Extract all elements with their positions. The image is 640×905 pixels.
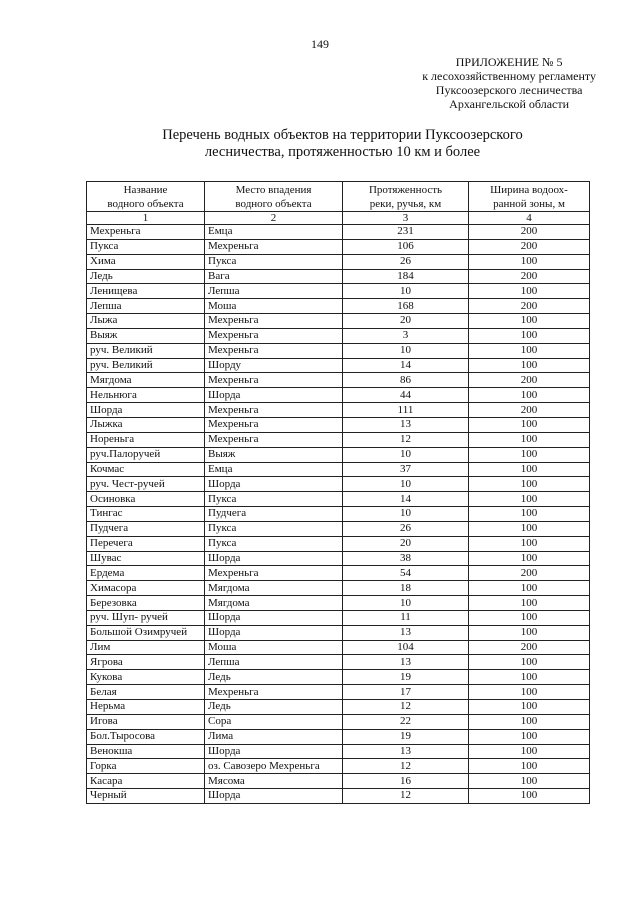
water-body-name: Шувас bbox=[87, 551, 205, 566]
appendix-region: Архангельской области bbox=[449, 97, 570, 111]
protection-zone-width: 100 bbox=[469, 551, 590, 566]
water-body-name: Белая bbox=[87, 685, 205, 700]
length-km: 16 bbox=[343, 774, 469, 789]
table-row bbox=[87, 610, 590, 625]
mouth-location: Мягдома bbox=[205, 596, 343, 611]
appendix-forestry: Пуксоозерского лесничества bbox=[435, 83, 583, 97]
mouth-location: Шорда bbox=[205, 789, 343, 804]
length-km: 184 bbox=[343, 269, 469, 284]
table-row bbox=[87, 551, 590, 566]
length-km: 14 bbox=[343, 358, 469, 373]
mouth-location: Моша bbox=[205, 640, 343, 655]
protection-zone-width: 100 bbox=[469, 625, 590, 640]
mouth-location: Мехреньга bbox=[205, 373, 343, 388]
water-body-name: Химасора bbox=[87, 581, 205, 596]
table-row bbox=[87, 314, 590, 329]
page-number: 149 bbox=[311, 37, 329, 51]
table-row bbox=[87, 358, 590, 373]
length-km: 19 bbox=[343, 670, 469, 685]
table-row bbox=[87, 447, 590, 462]
column-number-row bbox=[87, 212, 590, 225]
length-km: 26 bbox=[343, 521, 469, 536]
column-number: 2 bbox=[205, 212, 343, 225]
protection-zone-width: 100 bbox=[469, 655, 590, 670]
water-body-name: Нерьма bbox=[87, 700, 205, 715]
table-row bbox=[87, 477, 590, 492]
mouth-location: Шорда bbox=[205, 551, 343, 566]
protection-zone-width: 100 bbox=[469, 284, 590, 299]
table-row bbox=[87, 581, 590, 596]
table-row bbox=[87, 789, 590, 804]
protection-zone-width: 100 bbox=[469, 774, 590, 789]
mouth-location: Мехреньга bbox=[205, 343, 343, 358]
length-km: 20 bbox=[343, 314, 469, 329]
water-body-name: Шорда bbox=[87, 403, 205, 418]
appendix-label: ПРИЛОЖЕНИЕ № 5 bbox=[455, 55, 563, 69]
length-km: 18 bbox=[343, 581, 469, 596]
length-km: 86 bbox=[343, 373, 469, 388]
table-row bbox=[87, 670, 590, 685]
water-body-name: Тингас bbox=[87, 507, 205, 522]
mouth-location: Шорда bbox=[205, 388, 343, 403]
mouth-location: Мехреньга bbox=[205, 566, 343, 581]
protection-zone-width: 100 bbox=[469, 388, 590, 403]
length-km: 10 bbox=[343, 477, 469, 492]
mouth-location: Лепша bbox=[205, 655, 343, 670]
protection-zone-width: 100 bbox=[469, 759, 590, 774]
header-name: Название водного объекта bbox=[87, 182, 205, 212]
length-km: 14 bbox=[343, 492, 469, 507]
mouth-location: Шорду bbox=[205, 358, 343, 373]
length-km: 22 bbox=[343, 714, 469, 729]
table-header-row bbox=[87, 182, 590, 212]
mouth-location: Емца bbox=[205, 462, 343, 477]
table-row bbox=[87, 373, 590, 388]
protection-zone-width: 100 bbox=[469, 596, 590, 611]
water-body-name: Черный bbox=[87, 789, 205, 804]
column-number: 3 bbox=[343, 212, 469, 225]
water-body-name: Лыжка bbox=[87, 417, 205, 432]
protection-zone-width: 100 bbox=[469, 462, 590, 477]
protection-zone-width: 100 bbox=[469, 314, 590, 329]
water-body-name: Выяж bbox=[87, 328, 205, 343]
mouth-location: Шорда bbox=[205, 744, 343, 759]
protection-zone-width: 100 bbox=[469, 581, 590, 596]
mouth-location: Шорда bbox=[205, 610, 343, 625]
protection-zone-width: 200 bbox=[469, 373, 590, 388]
appendix-header bbox=[422, 55, 596, 111]
length-km: 17 bbox=[343, 685, 469, 700]
title-line-2: лесничества, протяженностью 10 км и более bbox=[204, 144, 481, 160]
water-body-name: Нельнюга bbox=[87, 388, 205, 403]
mouth-location: Лима bbox=[205, 729, 343, 744]
table-row bbox=[87, 284, 590, 299]
length-km: 12 bbox=[343, 432, 469, 447]
protection-zone-width: 100 bbox=[469, 610, 590, 625]
protection-zone-width: 100 bbox=[469, 789, 590, 804]
water-body-name: Игова bbox=[87, 714, 205, 729]
table-row bbox=[87, 299, 590, 314]
length-km: 54 bbox=[343, 566, 469, 581]
length-km: 37 bbox=[343, 462, 469, 477]
water-body-name: Большой Озимручей bbox=[87, 625, 205, 640]
table-row bbox=[87, 744, 590, 759]
water-body-name: Мягдома bbox=[87, 373, 205, 388]
protection-zone-width: 100 bbox=[469, 744, 590, 759]
protection-zone-width: 100 bbox=[469, 477, 590, 492]
length-km: 104 bbox=[343, 640, 469, 655]
table-row bbox=[87, 254, 590, 269]
water-body-name: Осиновка bbox=[87, 492, 205, 507]
mouth-location: Мехреньга bbox=[205, 403, 343, 418]
table-row bbox=[87, 566, 590, 581]
water-body-name: руч. Чест-ручей bbox=[87, 477, 205, 492]
table-row bbox=[87, 492, 590, 507]
table-row bbox=[87, 239, 590, 254]
length-km: 13 bbox=[343, 744, 469, 759]
table-row bbox=[87, 521, 590, 536]
length-km: 10 bbox=[343, 447, 469, 462]
protection-zone-width: 200 bbox=[469, 299, 590, 314]
mouth-location: Выяж bbox=[205, 447, 343, 462]
table-row bbox=[87, 729, 590, 744]
table-row bbox=[87, 596, 590, 611]
mouth-location: Мехреньга bbox=[205, 417, 343, 432]
protection-zone-width: 200 bbox=[469, 640, 590, 655]
table-row bbox=[87, 655, 590, 670]
header-length: Протяженность реки, ручья, км bbox=[343, 182, 469, 212]
protection-zone-width: 100 bbox=[469, 729, 590, 744]
protection-zone-width: 200 bbox=[469, 239, 590, 254]
mouth-location: Ледь bbox=[205, 700, 343, 715]
table-row bbox=[87, 536, 590, 551]
length-km: 26 bbox=[343, 254, 469, 269]
water-body-name: Лим bbox=[87, 640, 205, 655]
protection-zone-width: 100 bbox=[469, 700, 590, 715]
mouth-location: Мягдома bbox=[205, 581, 343, 596]
header-mouth: Место впадения водного объекта bbox=[205, 182, 343, 212]
water-body-name: руч. Великий bbox=[87, 358, 205, 373]
table-row bbox=[87, 774, 590, 789]
mouth-location: Пудчега bbox=[205, 507, 343, 522]
table-row bbox=[87, 507, 590, 522]
length-km: 12 bbox=[343, 759, 469, 774]
water-body-name: Березовка bbox=[87, 596, 205, 611]
protection-zone-width: 100 bbox=[469, 507, 590, 522]
table-row bbox=[87, 328, 590, 343]
length-km: 20 bbox=[343, 536, 469, 551]
length-km: 10 bbox=[343, 284, 469, 299]
water-body-name: Кочмас bbox=[87, 462, 205, 477]
protection-zone-width: 100 bbox=[469, 447, 590, 462]
protection-zone-width: 100 bbox=[469, 328, 590, 343]
length-km: 10 bbox=[343, 343, 469, 358]
mouth-location: Вага bbox=[205, 269, 343, 284]
protection-zone-width: 200 bbox=[469, 403, 590, 418]
water-bodies-table bbox=[86, 181, 590, 804]
length-km: 231 bbox=[343, 225, 469, 240]
mouth-location: Пукса bbox=[205, 521, 343, 536]
water-body-name: Пудчега bbox=[87, 521, 205, 536]
mouth-location: Мясома bbox=[205, 774, 343, 789]
appendix-regulation: к лесохозяйственному регламенту bbox=[422, 69, 596, 83]
water-body-name: Венокша bbox=[87, 744, 205, 759]
length-km: 11 bbox=[343, 610, 469, 625]
mouth-location: Мехреньга bbox=[205, 314, 343, 329]
document-title bbox=[0, 127, 640, 161]
water-body-name: Пукса bbox=[87, 239, 205, 254]
water-body-name: Бол.Тыросова bbox=[87, 729, 205, 744]
length-km: 13 bbox=[343, 655, 469, 670]
water-body-name: Лепша bbox=[87, 299, 205, 314]
mouth-location: оз. Савозеро Мехреньга bbox=[205, 759, 343, 774]
protection-zone-width: 100 bbox=[469, 685, 590, 700]
length-km: 44 bbox=[343, 388, 469, 403]
table-row bbox=[87, 685, 590, 700]
mouth-location: Пукса bbox=[205, 492, 343, 507]
water-body-name: Мехреньга bbox=[87, 225, 205, 240]
water-body-name: руч. Великий bbox=[87, 343, 205, 358]
mouth-location: Емца bbox=[205, 225, 343, 240]
water-body-name: Нореньга bbox=[87, 432, 205, 447]
table-row bbox=[87, 403, 590, 418]
length-km: 168 bbox=[343, 299, 469, 314]
mouth-location: Мехреньга bbox=[205, 328, 343, 343]
water-body-name: Ледь bbox=[87, 269, 205, 284]
protection-zone-width: 100 bbox=[469, 536, 590, 551]
length-km: 12 bbox=[343, 789, 469, 804]
table-row bbox=[87, 343, 590, 358]
table-body bbox=[87, 225, 590, 804]
column-number: 1 bbox=[87, 212, 205, 225]
protection-zone-width: 100 bbox=[469, 343, 590, 358]
table-row bbox=[87, 225, 590, 240]
table-row bbox=[87, 388, 590, 403]
length-km: 10 bbox=[343, 507, 469, 522]
water-body-name: Ленищева bbox=[87, 284, 205, 299]
table-row bbox=[87, 700, 590, 715]
length-km: 13 bbox=[343, 625, 469, 640]
water-body-name: руч.Палоручей bbox=[87, 447, 205, 462]
protection-zone-width: 100 bbox=[469, 432, 590, 447]
water-body-name: Ягрова bbox=[87, 655, 205, 670]
water-body-name: Кукова bbox=[87, 670, 205, 685]
protection-zone-width: 200 bbox=[469, 566, 590, 581]
water-body-name: руч. Шуп- ручей bbox=[87, 610, 205, 625]
length-km: 106 bbox=[343, 239, 469, 254]
length-km: 3 bbox=[343, 328, 469, 343]
mouth-location: Сора bbox=[205, 714, 343, 729]
mouth-location: Мехреньга bbox=[205, 432, 343, 447]
length-km: 13 bbox=[343, 417, 469, 432]
protection-zone-width: 100 bbox=[469, 492, 590, 507]
title-line-1: Перечень водных объектов на территории Пуксоозерского bbox=[162, 127, 523, 143]
water-body-name: Перечега bbox=[87, 536, 205, 551]
mouth-location: Пукса bbox=[205, 254, 343, 269]
mouth-location: Шорда bbox=[205, 625, 343, 640]
protection-zone-width: 100 bbox=[469, 417, 590, 432]
water-body-name: Ердема bbox=[87, 566, 205, 581]
table-row bbox=[87, 759, 590, 774]
table-row bbox=[87, 269, 590, 284]
mouth-location: Мехреньга bbox=[205, 239, 343, 254]
length-km: 19 bbox=[343, 729, 469, 744]
table-row bbox=[87, 417, 590, 432]
mouth-location: Шорда bbox=[205, 477, 343, 492]
mouth-location: Мехреньга bbox=[205, 685, 343, 700]
mouth-location: Моша bbox=[205, 299, 343, 314]
table-row bbox=[87, 432, 590, 447]
mouth-location: Пукса bbox=[205, 536, 343, 551]
protection-zone-width: 100 bbox=[469, 714, 590, 729]
header-zone: Ширина водоох- ранной зоны, м bbox=[469, 182, 590, 212]
water-body-name: Касара bbox=[87, 774, 205, 789]
protection-zone-width: 100 bbox=[469, 670, 590, 685]
protection-zone-width: 200 bbox=[469, 269, 590, 284]
table-row bbox=[87, 462, 590, 477]
mouth-location: Ледь bbox=[205, 670, 343, 685]
protection-zone-width: 100 bbox=[469, 521, 590, 536]
length-km: 38 bbox=[343, 551, 469, 566]
water-body-name: Горка bbox=[87, 759, 205, 774]
protection-zone-width: 200 bbox=[469, 225, 590, 240]
table-row bbox=[87, 625, 590, 640]
length-km: 10 bbox=[343, 596, 469, 611]
table-row bbox=[87, 714, 590, 729]
length-km: 12 bbox=[343, 700, 469, 715]
protection-zone-width: 100 bbox=[469, 254, 590, 269]
length-km: 111 bbox=[343, 403, 469, 418]
water-body-name: Хима bbox=[87, 254, 205, 269]
table-row bbox=[87, 640, 590, 655]
protection-zone-width: 100 bbox=[469, 358, 590, 373]
mouth-location: Лепша bbox=[205, 284, 343, 299]
column-number: 4 bbox=[469, 212, 590, 225]
water-body-name: Лыжа bbox=[87, 314, 205, 329]
